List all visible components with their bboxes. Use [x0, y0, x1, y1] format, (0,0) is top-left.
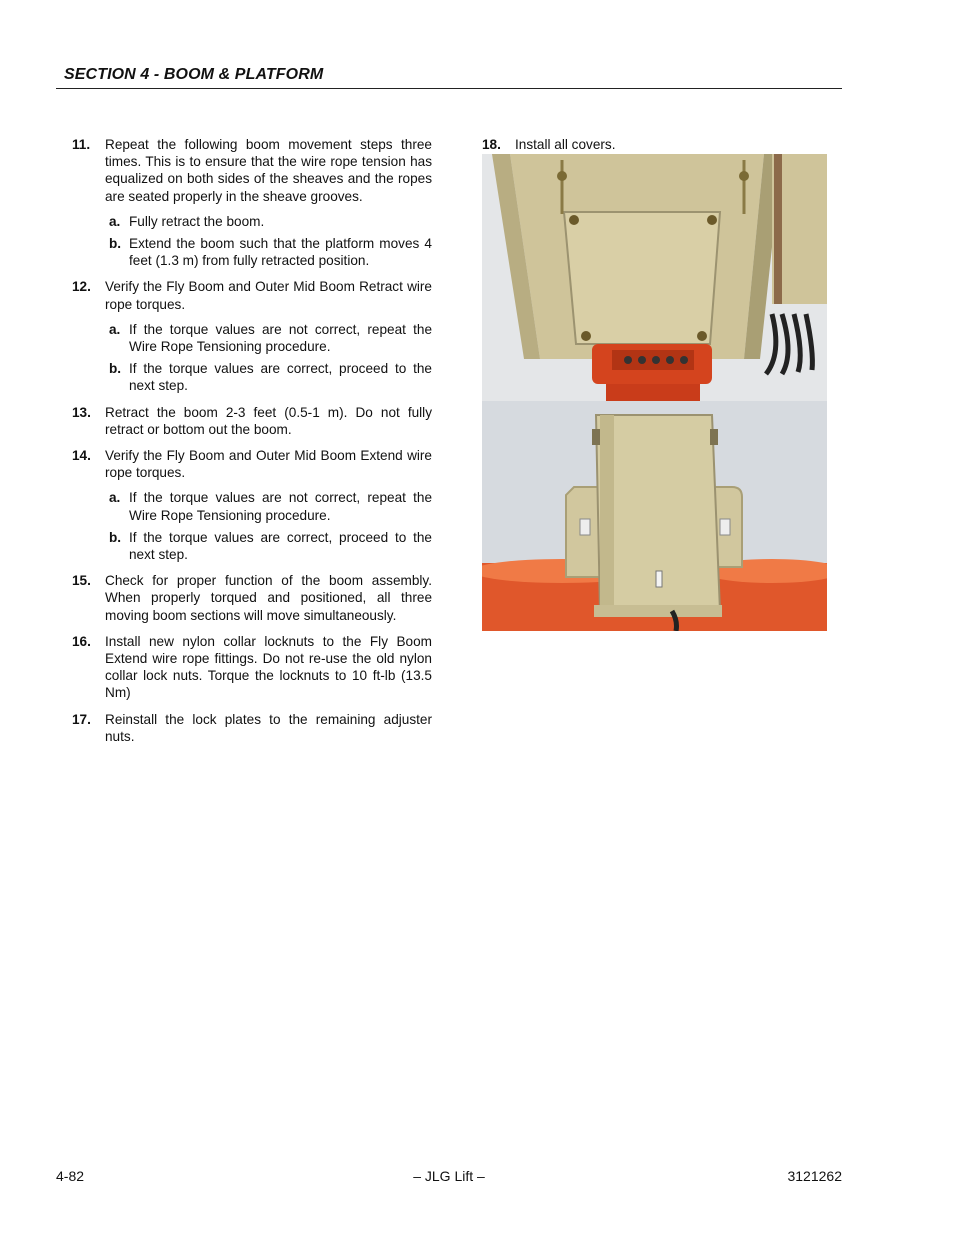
step-13: [72, 404, 432, 438]
step-number: 11.: [72, 137, 91, 152]
substep-b: [105, 529, 432, 563]
page-number: 4-82: [56, 1168, 85, 1184]
step-15: [72, 572, 432, 624]
boom-underside-illustration: [482, 154, 827, 401]
right-column: [482, 136, 827, 162]
step-14: [72, 447, 432, 563]
step-17: [72, 711, 432, 745]
step-text: Retract the boom 2-3 feet (0.5-1 m). Do not fully retract or bottom out the boom.: [105, 404, 432, 437]
substep-b: [105, 360, 432, 394]
substep-letter: b.: [109, 529, 122, 545]
step-number: 15.: [72, 573, 91, 589]
step-16: [72, 633, 432, 702]
step-18: [482, 136, 827, 153]
step-number: 17.: [72, 711, 91, 727]
step-number: 14.: [72, 448, 91, 464]
substep-text: If the torque values are correct, proceed to the next step.: [129, 529, 432, 563]
substep-a: [105, 213, 432, 230]
step-text: Check for proper function of the boom assembly. When properly torqued and positioned, all three moving boom sections will move simultaneously.: [105, 573, 432, 623]
step-text: Verify the Fly Boom and Outer Mid Boom Retract wire rope torques.: [105, 279, 432, 312]
substep-a: [105, 321, 432, 355]
substep-text: Fully retract the boom.: [129, 213, 265, 229]
substep-text: If the torque values are correct, proceed to the next step.: [129, 361, 432, 394]
substep-letter: b.: [109, 236, 122, 252]
step-text: Verify the Fly Boom and Outer Mid Boom Extend wire rope torques.: [105, 448, 432, 481]
step-text: Repeat the following boom movement steps three times. This is to ensure that the wire rope tension has equalized on both sides of the sheaves and the ropes are seated properly in the sheave grooves.: [105, 137, 432, 204]
substep-letter: a.: [109, 321, 121, 337]
substep-a: [105, 489, 432, 523]
platform-cover-photo: [482, 401, 827, 631]
section-header: [56, 64, 842, 89]
left-column: [72, 136, 432, 754]
page-footer: [56, 1168, 842, 1188]
boom-underside-photo: [482, 154, 827, 401]
step-11: [72, 136, 432, 269]
platform-cover-illustration: [482, 401, 827, 631]
step-text: Install new nylon collar locknuts to the Fly Boom Extend wire rope fittings. Do not re-use the old nylon collar lock nuts. Torque the locknuts to 10 ft-lb (13.5 Nm): [105, 633, 432, 701]
step-text: Install all covers.: [515, 137, 616, 152]
substep-letter: a.: [109, 213, 121, 229]
step-12: [72, 278, 432, 394]
substep-text: Extend the boom such that the platform moves 4 feet (1.3 m) from fully retracted position.: [129, 236, 432, 269]
step-number: 12.: [72, 279, 91, 295]
footer-brand: – JLG Lift –: [413, 1168, 485, 1184]
substep-b: [105, 235, 432, 269]
section-title: SECTION 4 - BOOM & PLATFORM: [64, 66, 324, 83]
substep-letter: b.: [109, 361, 122, 377]
step-number: 13.: [72, 404, 91, 420]
step-number: 18.: [482, 137, 501, 152]
document-number: 3121262: [787, 1168, 842, 1184]
step-number: 16.: [72, 633, 91, 649]
step-text: Reinstall the lock plates to the remaining adjuster nuts.: [105, 711, 432, 744]
substep-letter: a.: [109, 490, 121, 506]
substep-text: If the torque values are not correct, repeat the Wire Rope Tensioning procedure.: [129, 321, 432, 355]
substep-text: If the torque values are not correct, repeat the Wire Rope Tensioning procedure.: [129, 490, 432, 523]
